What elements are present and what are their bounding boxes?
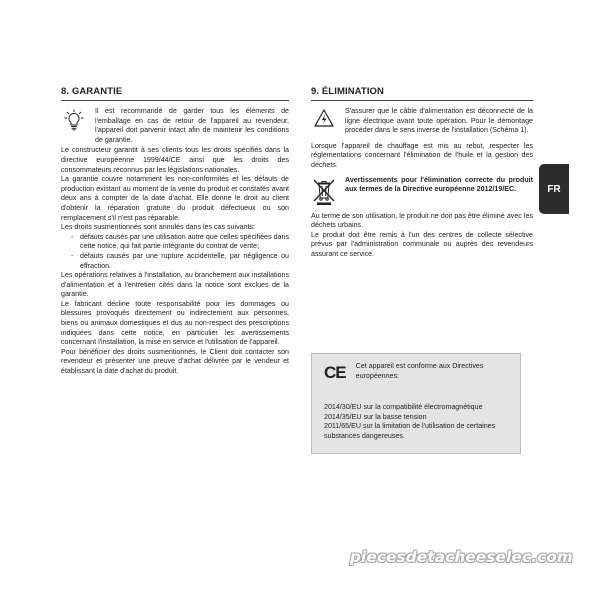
weee-note-text: Avertissements pour l'élimination correcte du produit aux termes de la Directive européenne 2012/19/EC. — [345, 175, 533, 194]
guarantee-intro-text: Il est recommandé de garder tous les éléments de l'emballage en cas de retour de l'appareil au revendeur, l'appareil doit parvenir intact afin de maintenir les conditions de garantie. — [95, 107, 289, 144]
ce-mark-icon: CE — [324, 363, 346, 382]
ce-directive-list — [324, 403, 510, 441]
ce-directive-line: 2014/35/EU sur la basse tension — [324, 412, 427, 421]
language-tab: FR — [539, 164, 569, 214]
guarantee-paragraph: Le fabricant décline toute responsabilité pour les dommages ou blessures provoqués directement ou indirectement aux personnes, biens ou animaux domestiques et dus au non-respect des prescriptions indiquées dans cette notice, en particulier les avertissements concernant l'installation, la mise en service et l'utilisation de l'appareil. — [61, 299, 289, 347]
disposal-paragraph: Lorsque l'appareil de chauffage est mis au rebut, respecter les réglementations concernant l'élimination de l'huile et la gestion des déchets. — [311, 141, 533, 169]
ce-compliance-box — [311, 353, 521, 454]
crossed-out-bin-icon — [311, 176, 337, 206]
disposal-paragraph: Au terme de son utilisation, le produit ne doit pas être éliminé avec les déchets urbains. — [311, 211, 533, 230]
ce-directive-line: 2014/30/EU sur la compatibilité électromagnétique — [324, 403, 483, 411]
disposal-warning-text: S'assurer que le câble d'alimentation est déconnecté de la ligne électrique avant toute opération. Pour le démontage procéder dans le sens inverse de l'installation (Schéma 1). — [345, 107, 533, 135]
ce-directive-line: 2011/65/EU sur la limitation de l'utilisation de certaines substances dangereuses. — [324, 422, 496, 440]
guarantee-heading: 8. GARANTIE — [61, 86, 289, 101]
list-item: - défauts causés par une rupture accidentelle, par négligence ou effraction. — [71, 251, 289, 270]
guarantee-section — [61, 86, 289, 377]
disposal-paragraph: Le produit doit être remis à l'un des centres de collecte sélective prévus par l'administration communale ou auprès des revendeurs assurant ce service. — [311, 230, 533, 258]
watermark: piecesdetacheeselec.com — [350, 548, 573, 566]
warning-triangle-icon — [311, 107, 337, 127]
disposal-heading: 9. ÉLIMINATION — [311, 86, 533, 101]
guarantee-paragraph: Les opérations relatives à l'installation, au branchement aux installations d'alimentation et à l'entretien cités dans la notice sont exclues de la garantie. — [61, 271, 289, 299]
guarantee-paragraph: Pour bénéficier des droits susmentionnés, le Client doit contacter son revendeur et présenter une preuve d'achat délivrée par le vendeur et établissant la date d'achat du produit. — [61, 347, 289, 376]
lightbulb-icon — [61, 107, 87, 131]
weee-note — [311, 176, 533, 206]
disposal-warning — [311, 107, 533, 136]
list-item: - défauts causés par une utilisation autre que celles spécifiées dans cette notice, qui fait partie intégrante du contrat de vente; — [71, 232, 289, 251]
ce-intro-text: Cet appareil est conforme aux Directives européennes: — [355, 362, 484, 380]
guarantee-paragraph: Les droits susmentionnés sont annulés dans les cas suivants: — [61, 223, 256, 232]
guarantee-paragraph: La garantie couvre notamment les non-conformités et les défauts de production existant au moment de la vente du produit et constatés avant deux ans à compter de la date d'achat. Elle donne le droit au client d'obtenir la réparation gratuite du produit défectueux ou son remplacement s'il n'est pas réparable. — [61, 175, 289, 222]
disposal-section — [311, 86, 533, 260]
guarantee-paragraph: Le constructeur garantit à ses clients tous les droits spécifiés dans la directive européenne 1999/44/CE ainsi que les droits des consommateurs reconnus par les législations nationales. — [61, 146, 289, 174]
guarantee-tip — [61, 107, 289, 145]
